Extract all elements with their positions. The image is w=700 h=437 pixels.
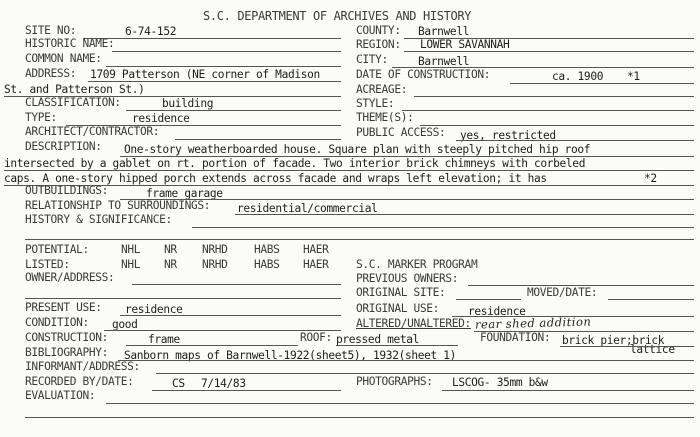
listed-nr: NR — [164, 258, 177, 271]
foundation-label: FOUNDATION: — [480, 331, 551, 344]
address-line-1 — [88, 81, 341, 82]
style-line — [402, 110, 694, 111]
original-use-value: residence — [468, 305, 526, 318]
public-access-line — [456, 140, 694, 141]
description-rule-2 — [4, 170, 694, 171]
public-access-label: PUBLIC ACCESS: — [356, 126, 446, 139]
relationship-value: residential/commercial — [237, 202, 378, 215]
roof-value: pressed metal — [336, 333, 420, 346]
bibliography-label: BIBLIOGRAPHY: — [25, 346, 109, 359]
original-site-line — [456, 299, 521, 300]
city-value: Barnwell — [418, 55, 470, 68]
foundation-value-line2: lattice — [630, 343, 675, 356]
original-site-label: ORIGINAL SITE: — [356, 286, 446, 299]
classification-value: building — [162, 97, 214, 110]
potential-habs: HABS — [254, 243, 280, 256]
condition-label: CONDITION: — [25, 316, 89, 329]
date-line — [510, 83, 694, 84]
region-value: LOWER SAVANNAH — [420, 38, 510, 51]
common-name-line — [106, 66, 341, 67]
type-label: TYPE: — [25, 111, 57, 124]
present-use-value: residence — [125, 303, 183, 316]
construction-value: frame — [148, 333, 180, 346]
owner-label: OWNER/ADDRESS: — [25, 271, 115, 284]
site-no-line — [83, 38, 341, 39]
address-value-line2: St. and Patterson St.) — [4, 83, 145, 96]
construction-label: CONSTRUCTION: — [25, 331, 109, 344]
bibliography-line — [118, 360, 694, 361]
previous-owners-label: PREVIOUS OWNERS: — [356, 272, 459, 285]
bibliography-value: Sanborn maps of Barnwell-1922(sheet5), 1932(sheet 1) — [124, 349, 457, 362]
historic-name-label: HISTORIC NAME: — [25, 37, 115, 50]
description-line3: caps. A one-story hipped porch extends across facade and wraps left elevation; it has — [4, 172, 547, 185]
moved-date-label: MOVED/DATE: — [527, 286, 598, 299]
style-label: STYLE: — [356, 97, 395, 110]
evaluation-line-1 — [106, 403, 694, 404]
site-no-value: 6-74-152 — [125, 25, 177, 38]
description-line1: One-story weatherboarded house. Square plan with steeply pitched hip roof — [124, 143, 591, 156]
address-value-line1: 1709 Patterson (NE corner of Madison — [90, 68, 320, 81]
common-name-label: COMMON NAME: — [25, 52, 102, 65]
acreage-line — [414, 96, 694, 97]
classification-label: CLASSIFICATION: — [25, 96, 121, 109]
date-note: *1 — [627, 70, 640, 83]
type-value: residence — [132, 112, 190, 125]
recorded-line — [152, 390, 341, 391]
description-line2: intersected by a gablet on rt. portion of facade. Two interior brick chimneys with corbeled — [4, 157, 586, 170]
date-value: ca. 1900 — [552, 70, 604, 83]
roof-label: ROOF: — [300, 331, 332, 344]
themes-label: THEME(S): — [356, 111, 414, 124]
outbuildings-label: OUTBUILDINGS: — [25, 184, 109, 197]
recorded-by: CS — [172, 377, 185, 390]
altered-value: rear shed addition — [474, 314, 592, 332]
foundation-line — [560, 346, 694, 347]
outbuildings-value: frame garage — [146, 187, 223, 200]
history-line-1 — [192, 227, 694, 228]
owner-line-2 — [25, 298, 341, 299]
foundation-value-line1: brick pier;brick — [562, 334, 665, 347]
region-label: REGION: — [356, 38, 401, 51]
construction-line — [126, 345, 298, 346]
region-line — [404, 51, 694, 52]
architect-line — [175, 139, 341, 140]
potential-nrhd: NRHD — [202, 243, 228, 256]
listed-nrhd: NRHD — [202, 258, 228, 271]
photographs-line — [442, 390, 694, 391]
date-label: DATE OF CONSTRUCTION: — [356, 68, 491, 81]
potential-nhl: NHL — [121, 243, 141, 256]
county-label: COUNTY: — [356, 24, 401, 37]
recorded-date: 7/14/83 — [201, 377, 246, 390]
potential-label: POTENTIAL: — [25, 243, 89, 256]
recorded-label: RECORDED BY/DATE: — [25, 375, 134, 388]
classification-line — [126, 110, 341, 111]
potential-nr: NR — [164, 243, 177, 256]
historic-name-line — [112, 51, 341, 52]
roof-line — [336, 345, 458, 346]
photographs-value: LSCOG- 35mm b&w — [452, 376, 548, 389]
potential-haer: HAER — [303, 243, 329, 256]
architect-label: ARCHITECT/CONTRACTOR: — [25, 125, 160, 138]
altered-label: ALTERED/UNALTERED: — [356, 317, 471, 330]
relationship-label: RELATIONSHIP TO SURROUNDINGS: — [25, 199, 211, 212]
description-line3-note: *2 — [644, 172, 657, 185]
informant-line — [156, 373, 694, 374]
condition-value: good — [112, 318, 138, 331]
form-title: S.C. DEPARTMENT OF ARCHIVES AND HISTORY — [203, 9, 472, 23]
informant-label: INFORMANT/ADDRESS: — [25, 360, 140, 373]
owner-line — [132, 284, 341, 285]
listed-habs: HABS — [254, 258, 280, 271]
county-value: Barnwell — [418, 25, 470, 38]
address-label: ADDRESS: — [25, 67, 77, 80]
themes-line — [420, 125, 694, 126]
listed-label: LISTED: — [25, 258, 70, 271]
site-no-label: SITE NO: — [25, 24, 77, 37]
present-use-line — [120, 315, 341, 316]
evaluation-line-2 — [25, 417, 694, 418]
history-label: HISTORY & SIGNIFICANCE: — [25, 213, 172, 226]
listed-nhl: NHL — [121, 258, 141, 271]
description-label: DESCRIPTION: — [25, 140, 102, 153]
photographs-label: PHOTOGRAPHS: — [356, 375, 433, 388]
public-access-value: yes, restricted — [460, 129, 556, 142]
evaluation-label: EVALUATION: — [25, 389, 96, 402]
original-use-label: ORIGINAL USE: — [356, 302, 440, 315]
moved-date-line — [608, 299, 694, 300]
listed-haer: HAER — [303, 258, 329, 271]
history-line-2 — [25, 239, 694, 240]
present-use-label: PRESENT USE: — [25, 301, 102, 314]
city-label: CITY: — [356, 53, 388, 66]
acreage-label: ACREAGE: — [356, 83, 408, 96]
marker-label: S.C. MARKER PROGRAM — [356, 258, 478, 271]
relationship-line — [235, 214, 694, 215]
